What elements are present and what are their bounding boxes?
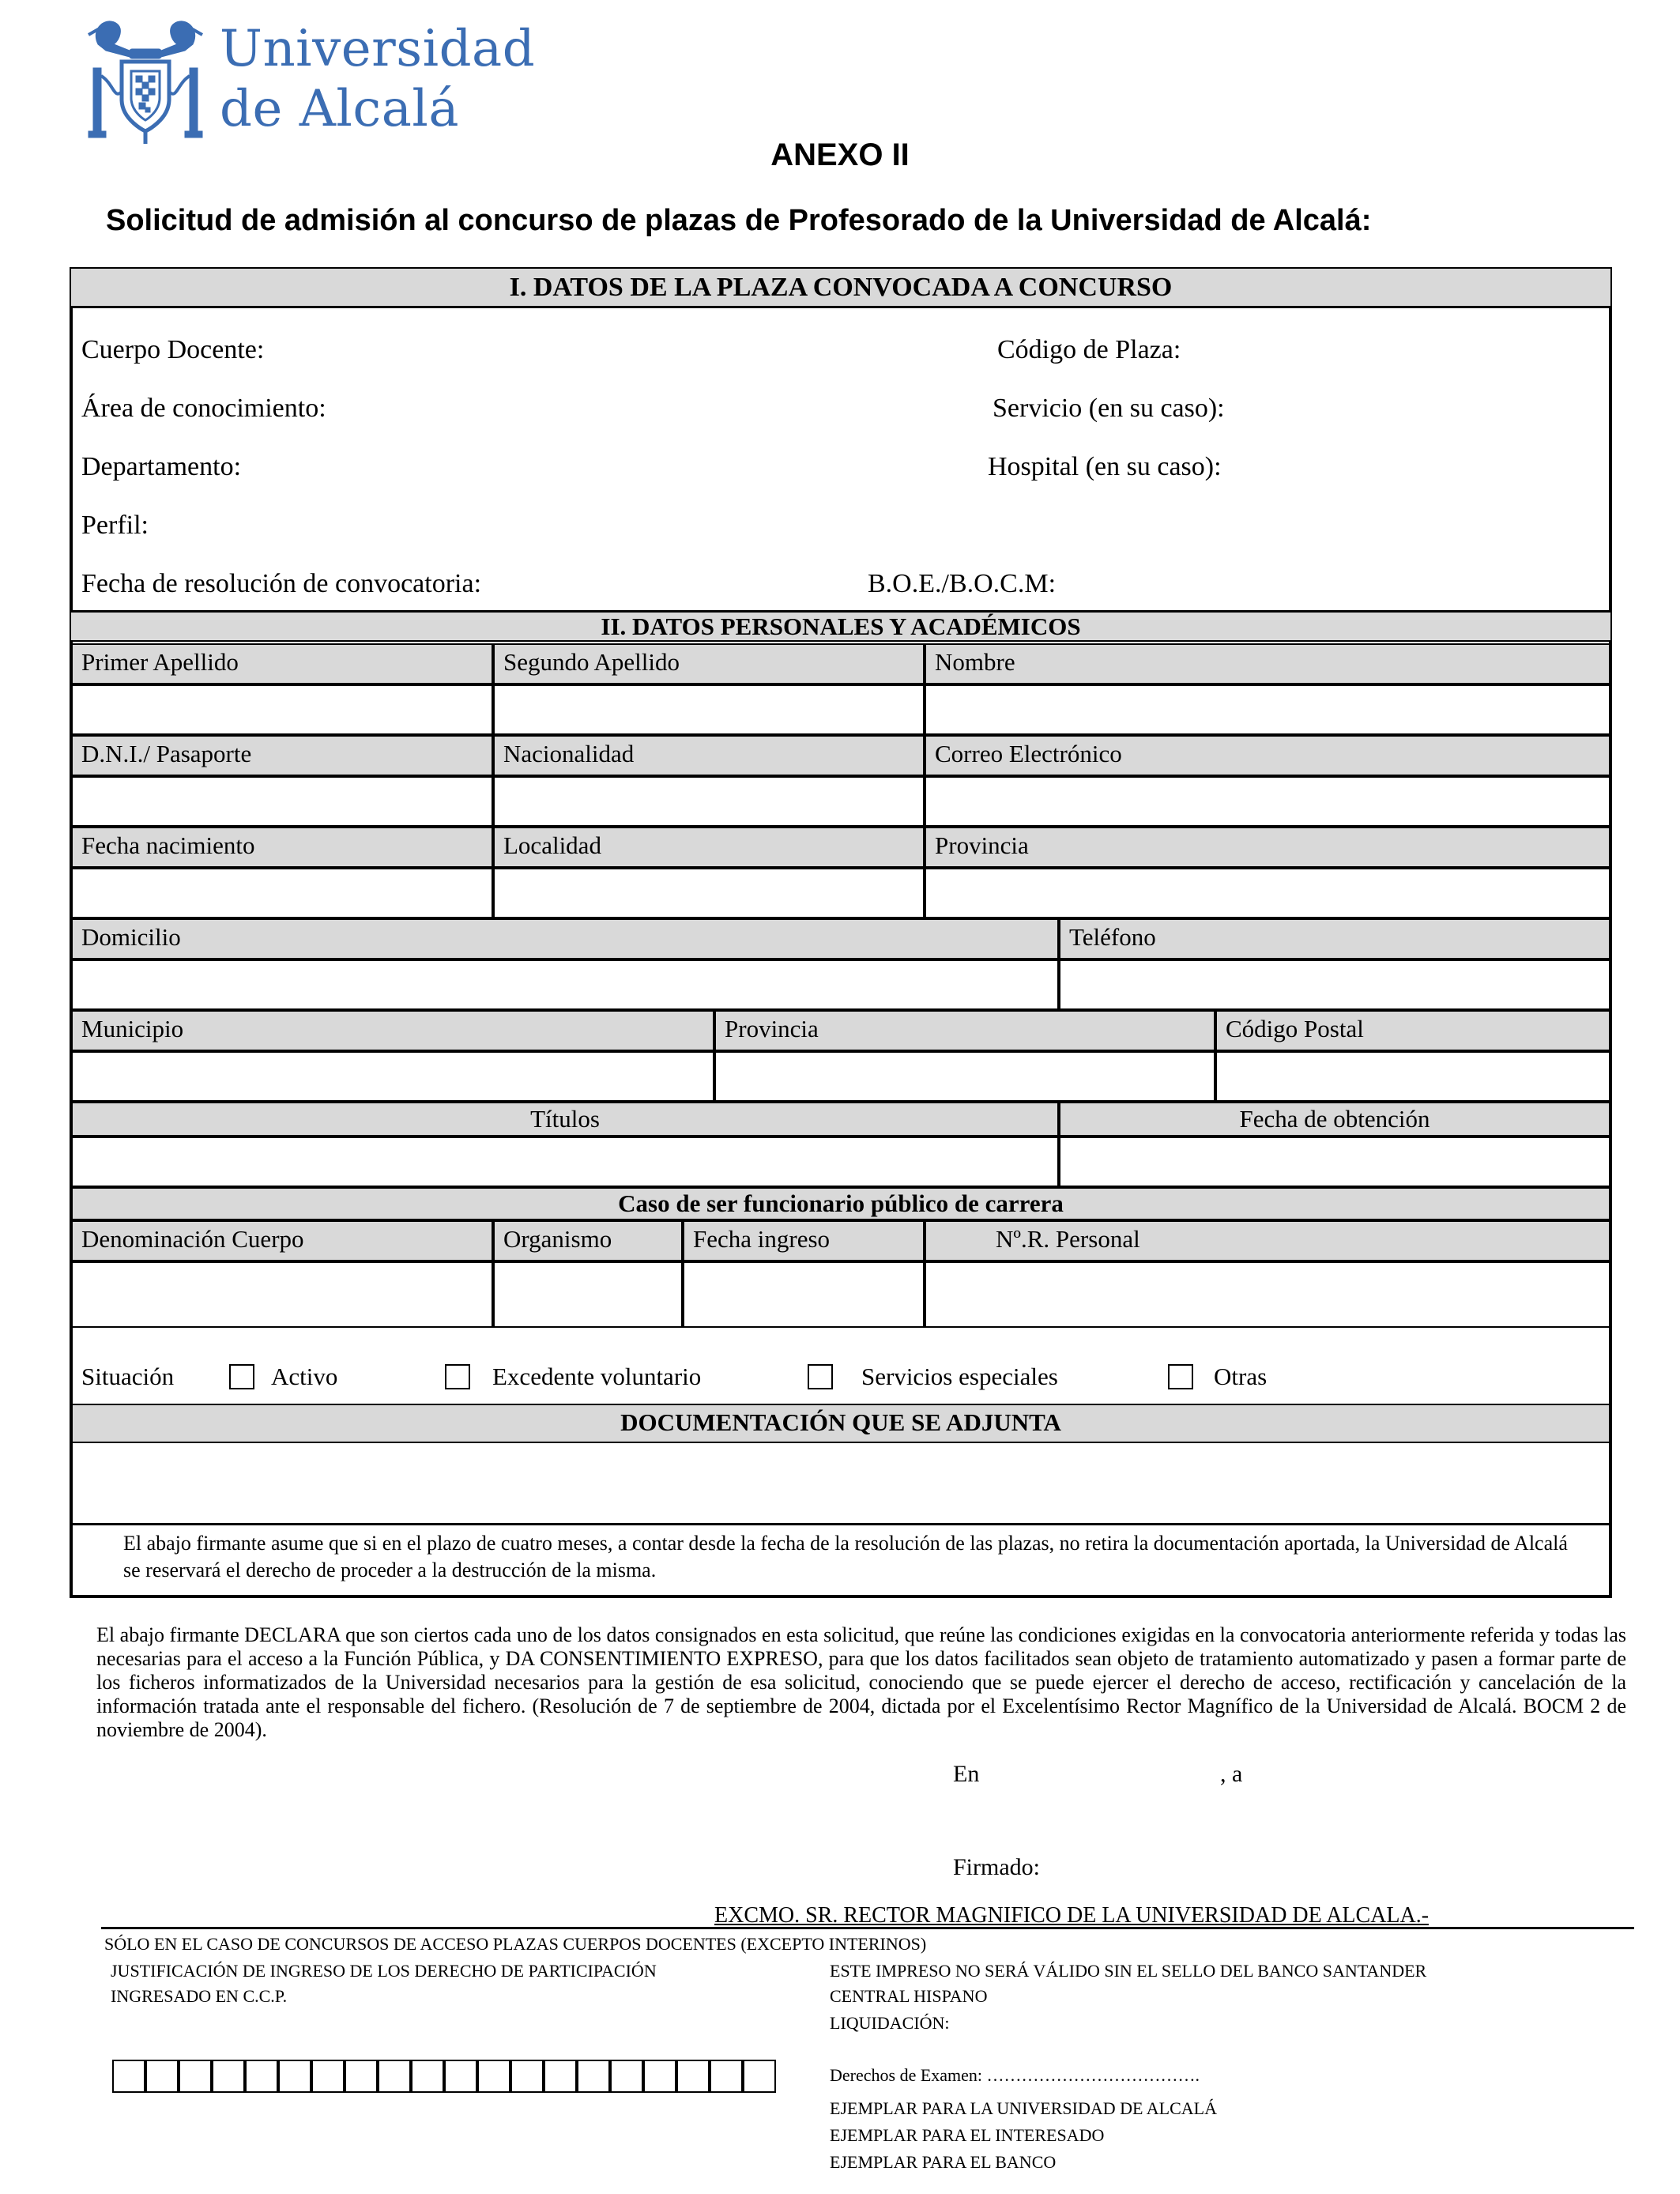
hospital-label: Hospital (en su caso): — [988, 452, 1222, 481]
provincia-label: Provincia — [925, 827, 1610, 868]
ccp-digit-box[interactable] — [710, 2060, 743, 2093]
form-title: Solicitud de admisión al concurso de plazas de Profesorado de la Universidad de Alcalá: — [106, 204, 1372, 237]
signature-area[interactable] — [1075, 1842, 1549, 1889]
university-crest-logo — [82, 13, 209, 145]
nrp-label: Nº.R. Personal — [925, 1220, 1610, 1261]
fecha-nacimiento-input[interactable] — [71, 868, 493, 918]
section2-header — [71, 610, 1610, 642]
ccp-digit-box[interactable] — [411, 2060, 444, 2093]
denominacion-input[interactable] — [71, 1261, 493, 1328]
servicio-label: Servicio (en su caso): — [993, 394, 1225, 423]
fecha-ingreso-input[interactable] — [683, 1261, 925, 1328]
departamento-label: Departamento: — [81, 452, 242, 481]
section1-title: I. DATOS DE LA PLAZA CONVOCADA A CONCURSO — [509, 273, 1173, 302]
footer-central-text: CENTRAL HISPANO — [830, 1986, 988, 2006]
domicilio-input[interactable] — [71, 959, 1059, 1010]
titulos-input[interactable] — [71, 1137, 1059, 1187]
fecha-resolucion-label: Fecha de resolución de convocatoria: — [81, 569, 482, 598]
firmado-label: Firmado: — [953, 1854, 1040, 1880]
documentacion-header — [71, 1404, 1610, 1443]
ccp-digit-box[interactable] — [278, 2060, 311, 2093]
codigo-plaza-label: Código de Plaza: — [997, 335, 1181, 364]
localidad-input[interactable] — [493, 868, 925, 918]
segundo-apellido-input[interactable] — [493, 684, 925, 735]
codigo-postal-input[interactable] — [1215, 1051, 1610, 1102]
declaracion-text: El abajo firmante DECLARA que son ciertos cada uno de los datos consignados en esta solicitud, que reúne las condiciones exigidas en la convocatoria anteriormente referida y todas las necesarias para el acceso a la Función Pública, y DA CONSENTIMIENTO EXPRESO, para que los datos facilitados sean objeto de tratamiento automatizado y pasen a formar parte de los ficheros informatizados de la Universidad necesarios para la gestión de esa solicitud, conociendo que se puede ejercer el derecho de acceso, rectificación y cancelación de la información tratada ante el responsable del fichero. (Resolución de 7 de septiembre de 2004, dictada por el Excelentísimo Rector Magnífico de la Universidad de Alcalá. BOCM 2 de noviembre de 2004). — [96, 1623, 1626, 1741]
fecha-obtencion-input[interactable] — [1059, 1137, 1610, 1187]
aviso-text: El abajo firmante asume que si en el plazo de cuatro meses, a contar desde la fecha de la resolución de las plazas, no retira la documentación aportada, la Universidad de Alcalá se reservará el derecho de proceder a la destrucción de la misma. — [123, 1532, 1568, 1581]
localidad-label: Localidad — [493, 827, 925, 868]
annex-title: ANEXO II — [770, 138, 910, 172]
nacionalidad-label: Nacionalidad — [493, 735, 925, 776]
ccp-digit-box[interactable] — [212, 2060, 245, 2093]
situacion-label: Situación — [81, 1363, 175, 1390]
excedente-checkbox[interactable] — [445, 1364, 470, 1389]
segundo-apellido-label: Segundo Apellido — [493, 643, 925, 684]
area-conocimiento-label: Área de conocimiento: — [81, 394, 326, 423]
fecha-obtencion-label: Fecha de obtención — [1059, 1102, 1610, 1137]
ccp-digit-box[interactable] — [112, 2060, 145, 2093]
ccp-digit-box[interactable] — [444, 2060, 477, 2093]
denominacion-label: Denominación Cuerpo — [71, 1220, 493, 1261]
primer-apellido-input[interactable] — [71, 684, 493, 735]
dni-input[interactable] — [71, 776, 493, 827]
activo-checkbox[interactable] — [229, 1364, 254, 1389]
ccp-digit-box[interactable] — [643, 2060, 676, 2093]
servicios-especiales-label: Servicios especiales — [861, 1363, 1058, 1390]
servicios-especiales-checkbox[interactable] — [808, 1364, 833, 1389]
footer-divider — [101, 1927, 1634, 1929]
funcionario-header — [71, 1187, 1610, 1220]
footer-impreso-text: ESTE IMPRESO NO SERÁ VÁLIDO SIN EL SELLO DEL BANCO SANTANDER — [830, 1961, 1427, 1981]
provincia2-label: Provincia — [714, 1010, 1215, 1051]
rector-text: EXCMO. SR. RECTOR MAGNIFICO DE LA UNIVERSIDAD DE ALCALA.- — [714, 1903, 1430, 1928]
ccp-digit-box[interactable] — [510, 2060, 544, 2093]
ccp-digit-box[interactable] — [610, 2060, 643, 2093]
excedente-label: Excedente voluntario — [492, 1363, 702, 1390]
telefono-input[interactable] — [1059, 959, 1610, 1010]
primer-apellido-label: Primer Apellido — [71, 643, 493, 684]
correo-input[interactable] — [925, 776, 1610, 827]
nombre-label: Nombre — [925, 643, 1610, 684]
logo-text-line2: de Alcalá — [220, 80, 459, 138]
ccp-digit-box[interactable] — [378, 2060, 411, 2093]
en-label: En — [953, 1761, 980, 1787]
provincia2-input[interactable] — [714, 1051, 1215, 1102]
cuerpo-docente-label: Cuerpo Docente: — [81, 335, 265, 364]
footer-justificacion-line1: JUSTIFICACIÓN DE INGRESO DE LOS DERECHO DE PARTICIPACIÓN — [111, 1961, 657, 1981]
dni-label: D.N.I./ Pasaporte — [71, 735, 493, 776]
documentacion-input[interactable] — [71, 1443, 1610, 1525]
otras-checkbox[interactable] — [1168, 1364, 1193, 1389]
ccp-digit-box[interactable] — [179, 2060, 212, 2093]
footer-ejemplar-interesado: EJEMPLAR PARA EL INTERESADO — [830, 2125, 1105, 2145]
municipio-label: Municipio — [71, 1010, 714, 1051]
titulos-label: Títulos — [71, 1102, 1059, 1137]
provincia-input[interactable] — [925, 868, 1610, 918]
nacionalidad-input[interactable] — [493, 776, 925, 827]
correo-label: Correo Electrónico — [925, 735, 1610, 776]
documentacion-title: DOCUMENTACIÓN QUE SE ADJUNTA — [620, 1408, 1061, 1436]
ccp-digit-box[interactable] — [145, 2060, 179, 2093]
footer-justificacion-line2: INGRESADO EN C.C.P. — [111, 1986, 288, 2006]
footer-liquidacion-text: LIQUIDACIÓN: — [830, 2013, 950, 2033]
ccp-digit-box[interactable] — [477, 2060, 510, 2093]
organismo-input[interactable] — [493, 1261, 683, 1328]
ccp-digit-box[interactable] — [743, 2060, 776, 2093]
nrp-input[interactable] — [925, 1261, 1610, 1328]
perfil-label: Perfil: — [81, 511, 149, 540]
logo-text-line1: Universidad — [220, 20, 536, 78]
ccp-digit-box[interactable] — [544, 2060, 577, 2093]
ccp-digit-box[interactable] — [245, 2060, 278, 2093]
ccp-digit-box[interactable] — [311, 2060, 345, 2093]
domicilio-label: Domicilio — [71, 918, 1059, 959]
fecha-ingreso-label: Fecha ingreso — [683, 1220, 925, 1261]
footer-caso-text: SÓLO EN EL CASO DE CONCURSOS DE ACCESO PLAZAS CUERPOS DOCENTES (EXCEPTO INTERINOS) — [104, 1934, 927, 1954]
activo-label: Activo — [271, 1363, 338, 1390]
municipio-input[interactable] — [71, 1051, 714, 1102]
boe-label: B.O.E./B.O.C.M: — [868, 569, 1057, 598]
footer-ejemplar-banco: EJEMPLAR PARA EL BANCO — [830, 2152, 1057, 2172]
a-label: , a — [1220, 1761, 1243, 1787]
section2-title: II. DATOS PERSONALES Y ACADÉMICOS — [601, 613, 1081, 640]
funcionario-title: Caso de ser funcionario público de carrera — [618, 1189, 1064, 1217]
ccp-digit-box[interactable] — [577, 2060, 610, 2093]
ccp-digit-box[interactable] — [345, 2060, 378, 2093]
telefono-label: Teléfono — [1059, 918, 1610, 959]
codigo-postal-label: Código Postal — [1215, 1010, 1610, 1051]
nombre-input[interactable] — [925, 684, 1610, 735]
otras-label: Otras — [1214, 1363, 1268, 1390]
footer-ejemplar-universidad: EJEMPLAR PARA LA UNIVERSIDAD DE ALCALÁ — [830, 2098, 1217, 2118]
fecha-nacimiento-label: Fecha nacimiento — [71, 827, 493, 868]
organismo-label: Organismo — [493, 1220, 683, 1261]
section1-header — [71, 269, 1610, 308]
footer-derechos-text: Derechos de Examen: ………………………………. — [830, 2065, 1200, 2085]
ccp-digit-box[interactable] — [676, 2060, 710, 2093]
